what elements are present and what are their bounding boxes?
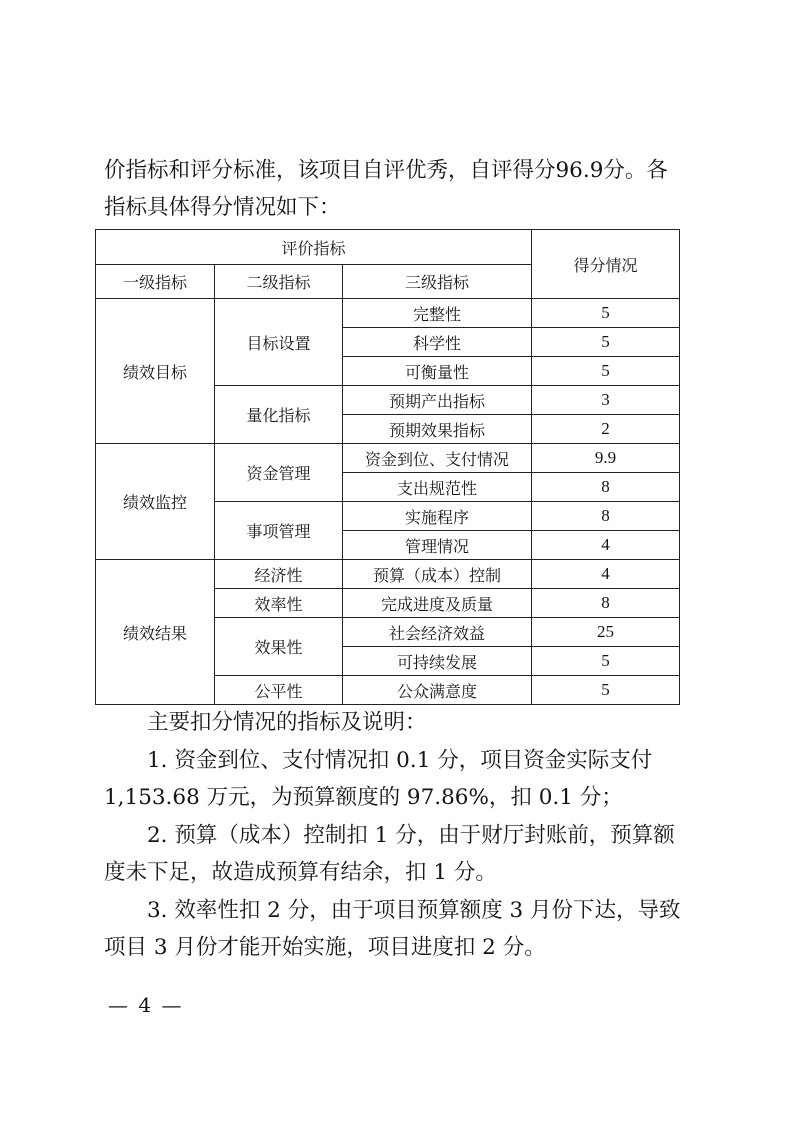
header-level3: 三级指标 [343,265,532,299]
score-cell: 3 [532,386,680,415]
level3-indicator-cell: 可衡量性 [343,357,532,386]
score-cell: 8 [532,589,680,618]
score-cell: 8 [532,502,680,531]
level2-indicator-cell: 事项管理 [215,502,343,560]
score-cell: 4 [532,531,680,560]
score-cell: 25 [532,618,680,647]
deductions-heading: 主要扣分情况的指标及说明： [147,710,427,735]
deduction-item-1-line-1: 1. 资金到位、支付情况扣 0.1 分，项目资金实际支付 [147,747,653,773]
level1-indicator-cell: 绩效目标 [96,299,215,444]
deduction-item-3-line-2: 项目 3 月份才能开始实施，项目进度扣 2 分。 [104,935,546,960]
score-cell: 9.9 [532,444,680,473]
level3-indicator-cell: 资金到位、支付情况 [343,444,532,473]
score-cell: 8 [532,473,680,502]
level1-indicator-cell: 绩效监控 [96,444,215,560]
level3-indicator-cell: 完成进度及质量 [343,589,532,618]
level3-indicator-cell: 科学性 [343,328,532,357]
level3-indicator-cell: 社会经济效益 [343,618,532,647]
level3-indicator-cell: 预期产出指标 [343,386,532,415]
score-cell: 5 [532,299,680,328]
header-score: 得分情况 [532,230,680,299]
level2-indicator-cell: 效率性 [215,589,343,618]
level2-indicator-cell: 目标设置 [215,299,343,386]
intro-line-1: 价指标和评分标准，该项目自评优秀，自评得分96.9分。各 [104,158,668,183]
deduction-item-2-line-2: 度未下足，故造成预算有结余，扣 1 分。 [104,860,497,885]
table-row [96,444,680,473]
deduction-item-2-line-1: 2. 预算（成本）控制扣 1 分，由于财厅封账前，预算额 [147,822,675,848]
level3-indicator-cell: 可持续发展 [343,647,532,676]
deduction-item-1-line-2: 1,153.68 万元，为预算额度的 97.86%，扣 0.1 分； [104,785,623,810]
level3-indicator-cell: 预期效果指标 [343,415,532,444]
evaluation-score-table [95,229,680,705]
level3-indicator-cell: 完整性 [343,299,532,328]
level3-indicator-cell: 实施程序 [343,502,532,531]
header-level1: 一级指标 [96,265,215,299]
level2-indicator-cell: 资金管理 [215,444,343,502]
level2-indicator-cell: 公平性 [215,676,343,705]
deduction-item-3-line-1: 3. 效率性扣 2 分，由于项目预算额度 3 月份下达，导致 [147,897,681,923]
level3-indicator-cell: 公众满意度 [343,676,532,705]
table-body [96,299,680,705]
score-cell: 5 [532,676,680,705]
page-number: — 4 — [108,993,184,1017]
header-level2: 二级指标 [215,265,343,299]
header-evaluation-indicators: 评价指标 [96,230,532,265]
level2-indicator-cell: 效果性 [215,618,343,676]
intro-paragraph [104,152,704,226]
level2-indicator-cell: 量化指标 [215,386,343,444]
table-row [96,560,680,589]
level1-indicator-cell: 绩效结果 [96,560,215,705]
table-row [96,299,680,328]
score-cell: 5 [532,647,680,676]
score-cell: 4 [532,560,680,589]
score-cell: 5 [532,357,680,386]
level3-indicator-cell: 支出规范性 [343,473,532,502]
deductions-section [104,704,704,967]
level2-indicator-cell: 经济性 [215,560,343,589]
level3-indicator-cell: 管理情况 [343,531,532,560]
score-cell: 2 [532,415,680,444]
level3-indicator-cell: 预算（成本）控制 [343,560,532,589]
intro-line-2: 指标具体得分情况如下： [104,195,341,220]
score-cell: 5 [532,328,680,357]
